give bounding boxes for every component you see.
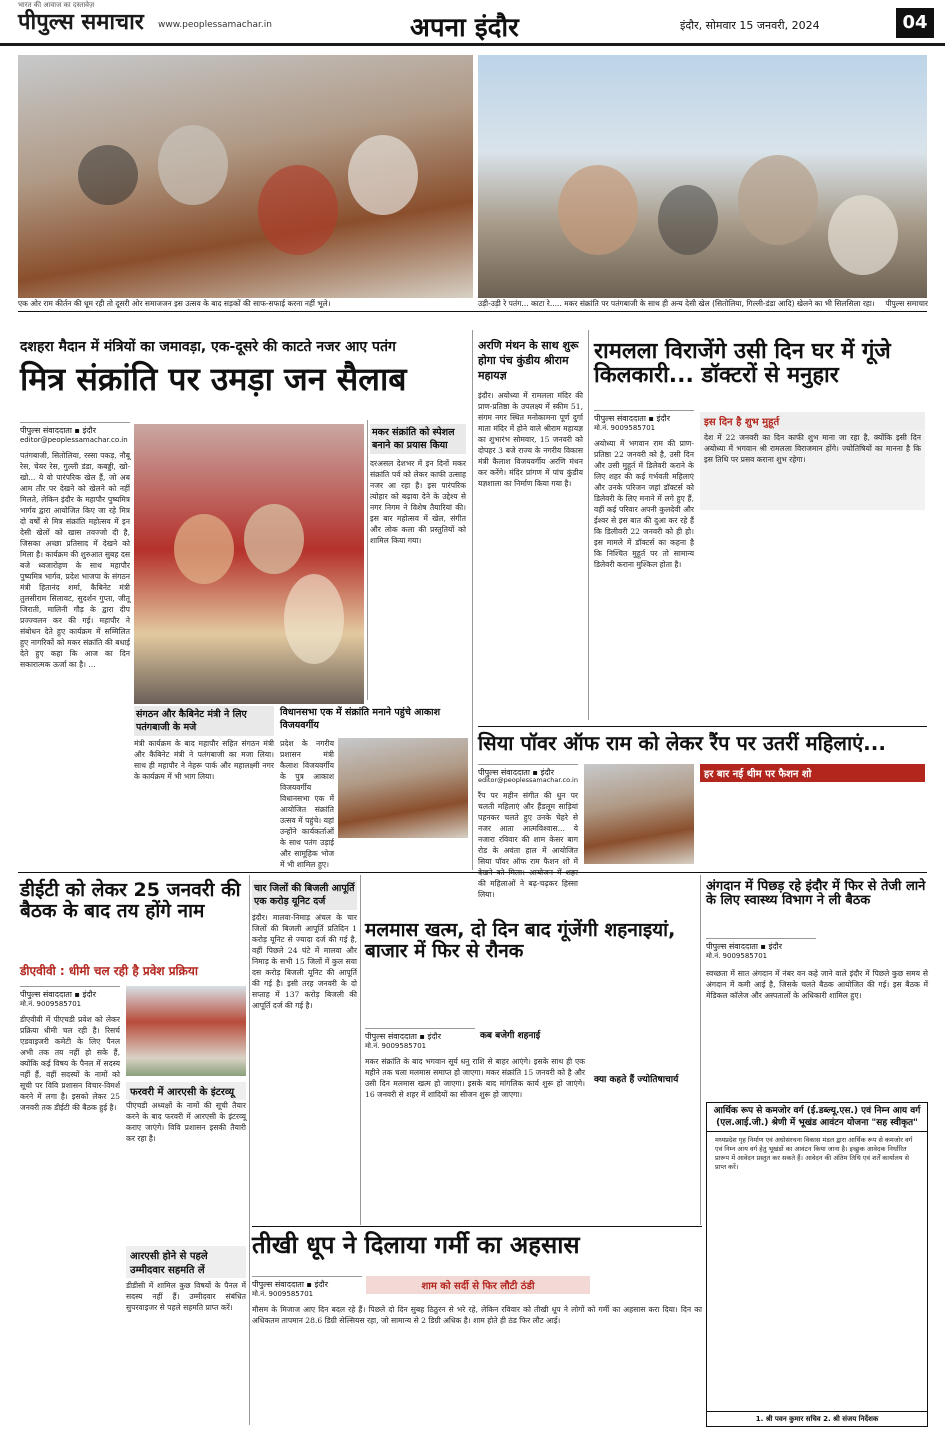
story1-kicker: दशहरा मैदान में मंत्रियों का जमावड़ा, एक-दूसरे की काटते नजर आए पतंग — [20, 339, 396, 355]
story8-byline: पीपुल्स संवाददाता ▪ इंदौर — [706, 938, 816, 952]
story5-mobile: मो.नं. 9009585701 — [20, 1000, 82, 1008]
kite-flying-photo[interactable] — [478, 55, 927, 298]
story2-body: इंदौर। अयोध्या में रामलला मंदिर की प्राण-प्रतिष्ठा के उपलक्ष्य में स्कीम 51, संगम नगर स्थित मनोकामना पूर्ण दुर्गा माता मंदिर में होने वाले श्रीराम महायज्ञ का शुभारंभ सोमवार, 15 जनवरी को दोपहर 3 बजे राज्य के नगरीय विकास मंत्री कैलाश विजयवर्गीय अरणि मंथन कर करेंगे। मंदिर प्रांगण में पांच कुंडीय यज्ञशाला का निर्माण किया गया है। — [478, 391, 583, 488]
story1-body: पतंगबाजी, सितोलिया, रस्सा पकड़, नौबू रेस, चेयर रेस, गुल्ली डंडा, कबड्डी, खो-खो... ये वो पारंपरिक खेल हैं, जो अब आम तौर पर देखने को खेलने को नहीं मिलते, लेकिन इंदौर के महापौर पुष्यमित्र भार्गव द्वारा आयोजित किए जा रहे मित्र दो वर्षों से मित्र संक्रांति महोत्सव में इन देसी खेलों को खास तवज्जो दी है, जिसका अच्छा प्रतिसाद में देखने को मिला है। कार्यक्रम की शुरुआत सुबह दस बजे ध्वजारोहण के साथ महापौर पुष्यमित्र भार्गव, प्रदेश भाजपा के संगठन मंत्री हितानंद शर्मा, कैबिनेट मंत्री तुलसीराम सिलावट, सुदर्शन गुप्ता, जीतू जिराती, मालिनी गौड़ के द्वारा दीप प्रज्ज्वलन कर की गई। महापौर ने संबोधन देते हुए कार्यक्रम में सम्मिलित हुए नागरिकों को मकर संक्रांति की बधाई देते हुए कहा कि आज का दिन सकारात्मक ऊर्जा का है। ... — [20, 451, 130, 669]
story5-sub: डीएवीवी : धीमी चल रही है प्रवेश प्रक्रिया — [20, 964, 198, 978]
divider — [700, 875, 701, 1225]
divider — [18, 872, 927, 873]
ministers-kite-photo[interactable] — [134, 424, 364, 704]
story8-mobile: मो.नं. 9009585701 — [706, 952, 768, 960]
story9-body: मौसम के मिजाज आए दिन बदल रहे हैं। पिछले दो दिन सुबह ठिठुरन से भरे रहे, लेकिन रविवार को तीखी धूप ने लोगों को गर्मी का अहसास करा दिया। दिन का अधिकतम तापमान 28.6 डिग्री सेल्सियस रहा, जो सामान्य से 2 डिग्री अधिक है। शाम होते ही ठंड फिर लौट आई। — [252, 1305, 702, 1325]
masthead — [0, 0, 945, 46]
story9-byline: पीपुल्स संवाददाता ▪ इंदौर — [252, 1276, 362, 1290]
notice-footer: 1. श्री पवन कुमार सचिव 2. श्री संजय निर्देशक — [707, 1411, 927, 1426]
story4-body: रैंप पर महीन संगीत की धुन पर चलती महिलाएं और हैंडलूम साड़ियां पहनकर चलते हुए उनके चेहरे से नजर आता आत्मविश्वास... ये नजारा रविवार की शाम केसर बाग रोड के अवंता हाल में आयोजित सिया पॉवर ऑफ राम फैशन शो में की महिलाओं ने बढ़-चढ़कर हिस्सा लिया। — [478, 791, 578, 899]
dateline: इंदौर, सोमवार 15 जनवरी, 2024 — [680, 19, 820, 32]
sidebar1-body: दरअसल देशभर में इन दिनों मकर संक्रांति पर्व को लेकर काफी उत्साह नजर आ रहा है। इस पारंपरिक त्योहार को बढ़ावा देने के उद्देश्य से नगर निगम ने विशेष तैयारियां की। इस बार महोत्सव में खेल, संगीत और लोक कला की प्रस्तुतियों को शामिल किया गया। — [370, 459, 466, 545]
section-title: अपना इंदौर — [410, 13, 519, 43]
sidebar2-title: संगठन और कैबिनेट मंत्री ने लिए पतंगबाजी के मजे — [134, 706, 274, 736]
story8-headline[interactable]: अंगदान में पिछड़ रहे इंदौर में फिर से तेजी लाने के लिए स्वास्थ्य विभाग ने ली बैठक — [706, 879, 926, 909]
story6-headline[interactable]: चार जिलों की बिजली आपूर्ति एक करोड़ यूनिट दर्ज — [252, 880, 357, 910]
fashion-show-photo[interactable] — [584, 764, 694, 864]
story5-box2-title: आरएसी होने से पहले उम्मीदवार सहमति लें — [126, 1246, 246, 1278]
divider — [367, 420, 368, 700]
story9-mobile: मो.नं. 9009585701 — [252, 1290, 314, 1298]
story5-body: डीएवीवी में पीएचडी प्रवेश को लेकर प्रक्रिया धीमी चल रही है। रिसर्च एडवाइजरी कमेटी के लिए पैनल अभी तक तय नहीं हो सके हैं, क्योंकि कई विषय के पैनल में सदस्य नहीं हैं, वहीं सदस्यों के नामों को सूची पर विवि प्रशासन विचार-विमर्श करने में लगा है। इसको लेकर 25 जनवरी तक डीईटी की बैठक हुई है। — [20, 1015, 120, 1112]
divider — [360, 875, 361, 1225]
story3-byline: पीपुल्स संवाददाता ▪ इंदौर — [594, 410, 694, 424]
photo-credit: पीपुल्स समाचार — [885, 299, 928, 308]
story7-byline: पीपुल्स संवाददाता ▪ इंदौर — [365, 1028, 475, 1042]
story3-box-title: इस दिन है शुभ मुहूर्त — [700, 412, 925, 430]
story5-box-body: पीएचडी अध्यक्षों के नामों की सूची तैयार करने के बाद फरवरी में आरएसी के इंटरव्यू कराए जाएंगे। विवि प्रशासन इसकी तैयारी कर रहा है। — [126, 1101, 246, 1143]
divider — [252, 1226, 702, 1227]
divider — [249, 875, 250, 1425]
masthead-tagline: भारत की आवाज का दस्तावेज़ — [18, 1, 95, 9]
notice-title: आर्थिक रूप से कमजोर वर्ग (ई.डब्ल्यू.एस.) एवं निम्न आय वर्ग (एल.आई.जी.) श्रेणी में भूखंड आवंटन योजना "सह स्वीकृत" — [707, 1103, 927, 1132]
story7-headline[interactable]: मलमास खत्म, दो दिन बाद गूंजेंगी शहनाइयां, बाजार में फिर से रौनक — [365, 919, 676, 962]
story5-box2-body: डीडीसी में शामिल कुछ विषयों के पैनल में सदस्य नहीं हैं। उम्मीदवार संबंधित सुपरवाइजर से पहले सहमति प्राप्त करें। — [126, 1281, 246, 1312]
notice-body: मध्यप्रदेश गृह निर्माण एवं अधोसंरचना विकास मंडल द्वारा आर्थिक रूप से कमजोर वर्ग एवं निम्न आय वर्ग हेतु भूखंडों का आवंटन किया जाना है। इच्छुक आवेदक निर्धारित प्रारूप में आवेदन प्रस्तुत कर सकते हैं। आवेदन की अंतिम तिथि एवं शर्तें कार्यालय से प्राप्त करें। — [715, 1136, 913, 1171]
story3-mobile: मो.नं. 9009585701 — [594, 424, 656, 432]
university-building-photo[interactable] — [126, 986, 246, 1076]
sidebar2-body: मंत्री कार्यक्रम के बाद महापौर सहित संगठन मंत्री और कैबिनेट मंत्री ने पतंगबाजी का मजा लिया। साथ ही महापौर ने नेहरू पार्क और महालक्ष्मी नगर के कार्यक्रम में भी भाग लिया। — [134, 739, 274, 781]
story7-sub2: क्या कहते हैं ज्योतिषाचार्य — [594, 1075, 679, 1085]
story7-sub: कब बजेगी शहनाई — [480, 1031, 541, 1041]
story7-mobile: मो.नं. 9009585701 — [365, 1042, 427, 1050]
story4-sub: हर बार नई थीम पर फैशन शो — [700, 764, 925, 782]
page-number: 04 — [896, 8, 934, 38]
left-photo-caption: एक ओर राम कीर्तन की धूम रही तो दूसरी ओर समाजजन इस उत्सव के बाद सड़कों की साफ-सफाई करना नहीं भूले। — [18, 299, 331, 308]
sidebar1-title: मकर संक्रांति को स्पेशल बनाने का प्रयास किया — [370, 424, 466, 454]
story2-title[interactable]: अरणि मंथन के साथ शुरू होगा पंच कुंडीय श्रीराम महायज्ञ — [478, 339, 579, 382]
story3-headline[interactable]: रामलला विराजेंगे उसी दिन घर में गूंजे किलकारी... डॉक्टरों से मनुहार — [594, 339, 891, 389]
sidebar3-body: प्रदेश के नगरीय प्रशासन मंत्री कैलाश विजयवर्गीय के पुत्र आकाश विजयवर्गीय विधानसभा एक में आयोजित संक्रांति उत्सव में पहुंचे। यहां उन्होंने कार्यकर्ताओं के साथ पतंग उड़ाई और सामूहिक भोज में भी शामिल हुए। — [280, 739, 334, 869]
story7-body: मकर संक्रांति के बाद भगवान सूर्य धनु राशि से बाहर आएंगे। इसके साथ ही एक महीने तक चला मलमास समाप्त हो जाएगा। मकर संक्रांति 15 जनवरी को है और उसी दिन मलमास खत्म हो जाएगा। इसके बाद मांगलिक कार्य शुरू हो जाएंगे। 16 जनवरी से शहर में शादियों का सीजन शुरू हो जाएगा। — [365, 1057, 585, 1099]
divider — [472, 330, 473, 870]
story1-byline: पीपुल्स संवाददाता ▪ इंदौर — [20, 422, 130, 436]
story6-body: इंदौर। मालवा-निमाड़ अंचल के चार जिलों की बिजली आपूर्ति प्रतिदिन 1 करोड़ यूनिट से ज्यादा दर्ज की गई है, वहीं पिछले 24 घंटे में मालवा और निमाड़ के सभी 15 जिलों में कुल सवा दस करोड़ बिजली यूनिट की आपूर्ति की गई है। इसी तरह जनवरी के दो सप्ताह में 137 करोड़ बिजली की आपूर्ति दर्ज की गई है। — [252, 913, 357, 1010]
sidebar3-title: विधानसभा एक में संक्रांति मनाने पहुंचे आकाश विजयवर्गीय — [280, 707, 441, 731]
cleanup-procession-photo[interactable] — [18, 55, 473, 298]
newspaper-logo[interactable]: पीपुल्स समाचार — [18, 10, 144, 35]
story5-headline[interactable]: डीईटी को लेकर 25 जनवरी की बैठक के बाद तय होंगे नाम — [20, 879, 241, 922]
right-photo-caption: उड़ी-उड़ी रे पतंग... काटा रे..... मकर संक्रांति पर पतंगबाजी के साथ ही अन्य देसी खेल (सितोलिया, गिल्ली-डंडा आदि) खेलने का भी सिलसिला रहा। — [478, 299, 875, 308]
story3-box-body: देश में 22 जनवरी का दिन काफी शुभ माना जा रहा है, क्योंकि इसी दिन अयोध्या में भगवान श्री रामलला विराजमान होंगे। ज्योतिषियों का मानना है कि इस तिथि पर प्रसव कराना शुभ रहेगा। — [700, 430, 925, 510]
website-url[interactable]: www.peoplessamachar.in — [158, 20, 272, 30]
divider — [588, 330, 589, 720]
story8-body: स्वच्छता में सात अंगदान में नंबर वन कहे जाने वाले इंदौर में पिछले कुछ समय से अंगदान में कमी आई है, जिसके चलते बैठक आयोजित की गई। इस बैठक में मेडिकल कॉलेज और अस्पतालों के अधिकारी शामिल हुए। — [706, 969, 928, 1000]
story4-byline: पीपुल्स संवाददाता ▪ इंदौर — [478, 764, 578, 778]
story4-email[interactable]: editor@peoplessamachar.co.in — [478, 776, 578, 784]
story5-byline: पीपुल्स संवाददाता ▪ इंदौर — [20, 986, 120, 1000]
akash-vijayvargiya-photo[interactable] — [338, 738, 468, 838]
story9-headline[interactable]: तीखी धूप ने दिलाया गर्मी का अहसास — [252, 1231, 580, 1259]
story1-email[interactable]: editor@peoplessamachar.co.in — [20, 436, 128, 444]
story5-box-title: फरवरी में आरएसी के इंटरव्यू — [126, 1082, 246, 1100]
story1-headline[interactable]: मित्र संक्रांति पर उमड़ा जन सैलाब — [20, 360, 407, 398]
story4-headline[interactable]: सिया पॉवर ऑफ राम को लेकर रैंप पर उतरीं महिलाएं... — [478, 731, 886, 755]
divider — [18, 311, 927, 312]
housing-notice — [706, 1102, 928, 1427]
story9-sub: शाम को सर्दी से फिर लौटी ठंडी — [366, 1276, 590, 1294]
divider — [478, 726, 927, 727]
story3-body: अयोध्या में भगवान राम की प्राण-प्रतिष्ठा 22 जनवरी को है, उसी दिन और उसी मुहूर्त में डिलेवरी कराने के लिए शहर की कई गर्भवती महिलाएं और उनके परिजन जहां डॉक्टर्स को डिलेवरी के लिए मनाने में लगे हुए हैं, वहीं कई परिवार अपनी कुलदेवी और ईश्वर से इस बात की दुआ कर रहे हैं कि डिलीवरी 22 जनवरी को ही हो। इस मामले में डॉक्टर्स का कहना है कि निश्चित मुहूर्त पर तो सामान्य डिलेवरी कराना मुश्किल होता है। — [594, 439, 694, 569]
